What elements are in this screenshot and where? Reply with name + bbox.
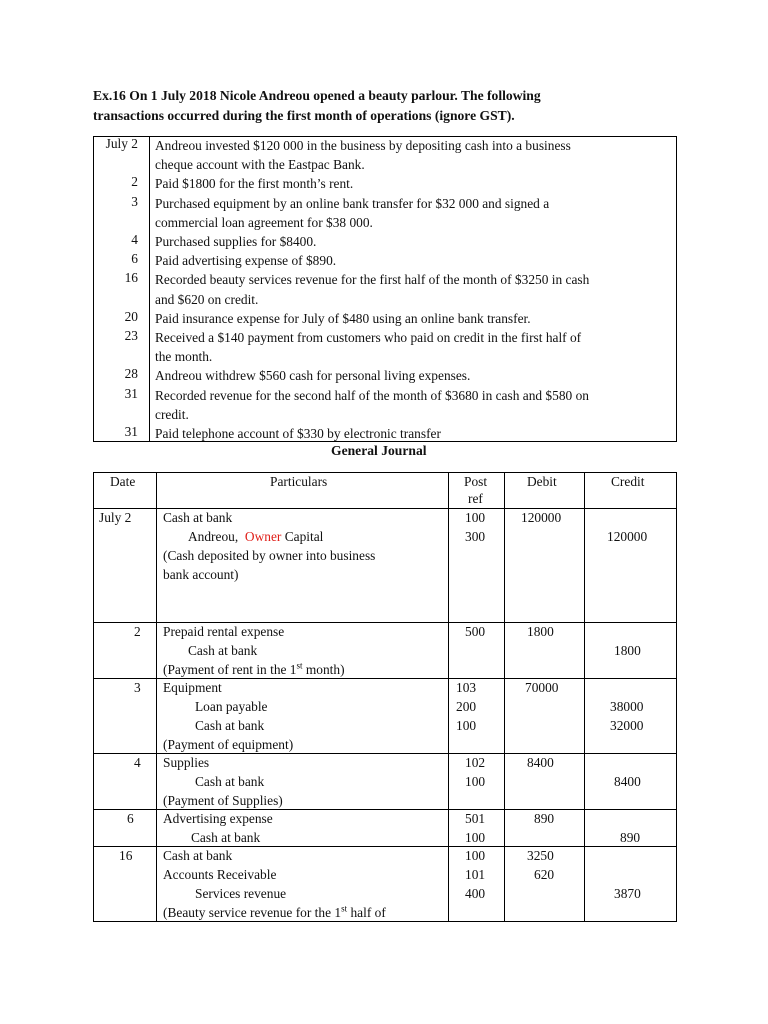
post-ref: 100 [465, 510, 486, 525]
post-ref: 100 [456, 718, 477, 733]
header-debit: Debit [527, 474, 557, 489]
credit-amount: 120000 [607, 529, 648, 544]
credit-amount: 8400 [614, 774, 641, 789]
narration-part: month) [302, 662, 345, 677]
account-name: Cash at bank [195, 718, 265, 733]
credit-amount: 3870 [614, 886, 641, 901]
transaction-line: Recorded revenue for the second half of the month of $3680 in cash and $580 on [155, 387, 589, 403]
header-date: Date [110, 474, 136, 489]
transaction-day: 23 [124, 328, 138, 343]
ordinal-suffix: st [341, 903, 348, 914]
account-name: Loan payable [195, 699, 268, 714]
exercise-heading [93, 86, 653, 125]
transaction-day: 31 [124, 385, 138, 401]
post-ref: 200 [456, 699, 477, 714]
debit-amount: 8400 [527, 755, 554, 770]
transaction-line: Recorded beauty services revenue for the first half of the month of $3250 in cash [155, 272, 590, 288]
transaction-description [155, 270, 667, 308]
debit-amount: 70000 [525, 680, 559, 695]
grid-line [93, 472, 94, 922]
grid-line [156, 472, 157, 922]
narration: (Payment of Supplies) [163, 793, 283, 808]
post-ref: 500 [465, 624, 486, 639]
entry-date: 6 [127, 811, 134, 826]
transaction-description [155, 232, 667, 251]
transaction-description [155, 194, 667, 232]
debit-amount: 890 [534, 811, 555, 826]
transaction-description [155, 328, 667, 366]
transaction-line: commercial loan agreement for $38 000. [155, 214, 373, 230]
credit-amount: 32000 [610, 718, 644, 733]
transaction-line: credit. [155, 406, 189, 422]
entry-date: 4 [134, 755, 141, 770]
grid-line [93, 472, 677, 473]
transaction-line: Purchased supplies for $8400. [155, 234, 317, 249]
account-name: Services revenue [195, 886, 287, 901]
transaction-description [155, 424, 667, 443]
account-name-part: Andreou, [188, 529, 239, 544]
transaction-day: July 2 [105, 136, 138, 151]
heading-line-1: Ex.16 On 1 July 2018 Nicole Andreou opened a beauty parlour. The following [93, 88, 541, 103]
debit-amount: 620 [534, 867, 555, 882]
debit-amount: 120000 [521, 510, 562, 525]
account-name: Advertising expense [163, 811, 273, 826]
transaction-day: 28 [124, 366, 138, 382]
transactions-divider [149, 137, 150, 441]
post-ref: 101 [465, 867, 486, 882]
transaction-description [155, 174, 667, 193]
transaction-line: Paid $1800 for the first month’s rent. [155, 176, 354, 192]
account-name: Accounts Receivable [163, 867, 277, 882]
transaction-day: 20 [124, 308, 138, 324]
transaction-day: 16 [124, 270, 138, 286]
transaction-line: Paid telephone account of $330 by electronic transfer [155, 426, 441, 441]
transaction-day: 2 [131, 174, 138, 190]
entry-date: July 2 [99, 510, 132, 525]
credit-amount: 38000 [610, 699, 644, 714]
account-name: Cash at bank [191, 830, 261, 845]
account-name: Supplies [163, 755, 210, 770]
post-ref: 102 [465, 755, 486, 770]
transaction-description [155, 309, 667, 328]
transaction-day: 6 [131, 251, 138, 267]
transaction-line: Andreou invested $120 000 in the business by depositing cash into a business [155, 138, 571, 153]
account-name [188, 527, 323, 546]
header-post: Post [464, 474, 488, 489]
transaction-day: 31 [124, 424, 138, 439]
entry-date: 3 [134, 680, 141, 695]
transaction-description [155, 366, 667, 385]
account-name: Cash at bank [163, 848, 233, 863]
general-journal-table [93, 472, 677, 922]
narration-part: (Payment of rent in the 1 [163, 662, 297, 677]
narration: (Payment of equipment) [163, 737, 294, 752]
ordinal-suffix: st [296, 660, 303, 671]
account-name: Cash at bank [163, 510, 233, 525]
header-particulars: Particulars [270, 474, 328, 489]
credit-amount: 890 [620, 830, 641, 845]
transaction-day: 4 [131, 232, 138, 247]
account-name: Cash at bank [195, 774, 265, 789]
post-ref: 100 [465, 830, 486, 845]
narration: bank account) [163, 567, 239, 582]
transaction-line: and $620 on credit. [155, 291, 259, 307]
transaction-line: Andreou withdrew $560 cash for personal living expenses. [155, 368, 471, 384]
transaction-line: Paid advertising expense of $890. [155, 253, 337, 269]
heading-line-2: transactions occurred during the first month of operations (ignore GST). [93, 107, 515, 123]
account-name: Prepaid rental expense [163, 624, 285, 639]
post-ref: 300 [465, 529, 486, 544]
transaction-line: cheque account with the Eastpac Bank. [155, 157, 365, 173]
transaction-description [155, 251, 667, 270]
post-ref: 501 [465, 811, 486, 826]
narration-part: half of [347, 905, 386, 920]
narration: (Cash deposited by owner into business [163, 548, 376, 563]
transaction-line: Received a $140 payment from customers who paid on credit in the first half of [155, 330, 582, 345]
owner-annotation: Owner [244, 529, 282, 544]
grid-line [676, 472, 677, 922]
journal-title: General Journal [331, 443, 427, 458]
transaction-line: Paid insurance expense for July of $480 using an online bank transfer. [155, 310, 531, 326]
transaction-description [155, 386, 667, 424]
debit-amount: 3250 [527, 848, 554, 863]
narration [163, 660, 345, 679]
debit-amount: 1800 [527, 624, 554, 639]
transaction-description [155, 136, 667, 174]
narration-part: (Beauty service revenue for the 1 [163, 905, 342, 920]
transaction-line: the month. [155, 349, 213, 365]
account-name: Equipment [163, 680, 222, 695]
credit-amount: 1800 [614, 643, 641, 658]
header-ref: ref [468, 491, 483, 506]
transactions-table [93, 136, 677, 442]
grid-line [584, 472, 585, 922]
transaction-line: Purchased equipment by an online bank transfer for $32 000 and signed a [155, 195, 550, 211]
grid-line [504, 472, 505, 922]
narration [163, 903, 386, 922]
post-ref: 103 [456, 680, 477, 695]
entry-date: 16 [119, 848, 133, 863]
account-name-part: Capital [284, 529, 324, 544]
header-credit: Credit [611, 474, 645, 489]
post-ref: 400 [465, 886, 486, 901]
post-ref: 100 [465, 848, 486, 863]
grid-line [448, 472, 449, 922]
transaction-day: 3 [131, 193, 138, 209]
account-name: Cash at bank [188, 643, 258, 658]
entry-date: 2 [134, 624, 141, 639]
post-ref: 100 [465, 774, 486, 789]
